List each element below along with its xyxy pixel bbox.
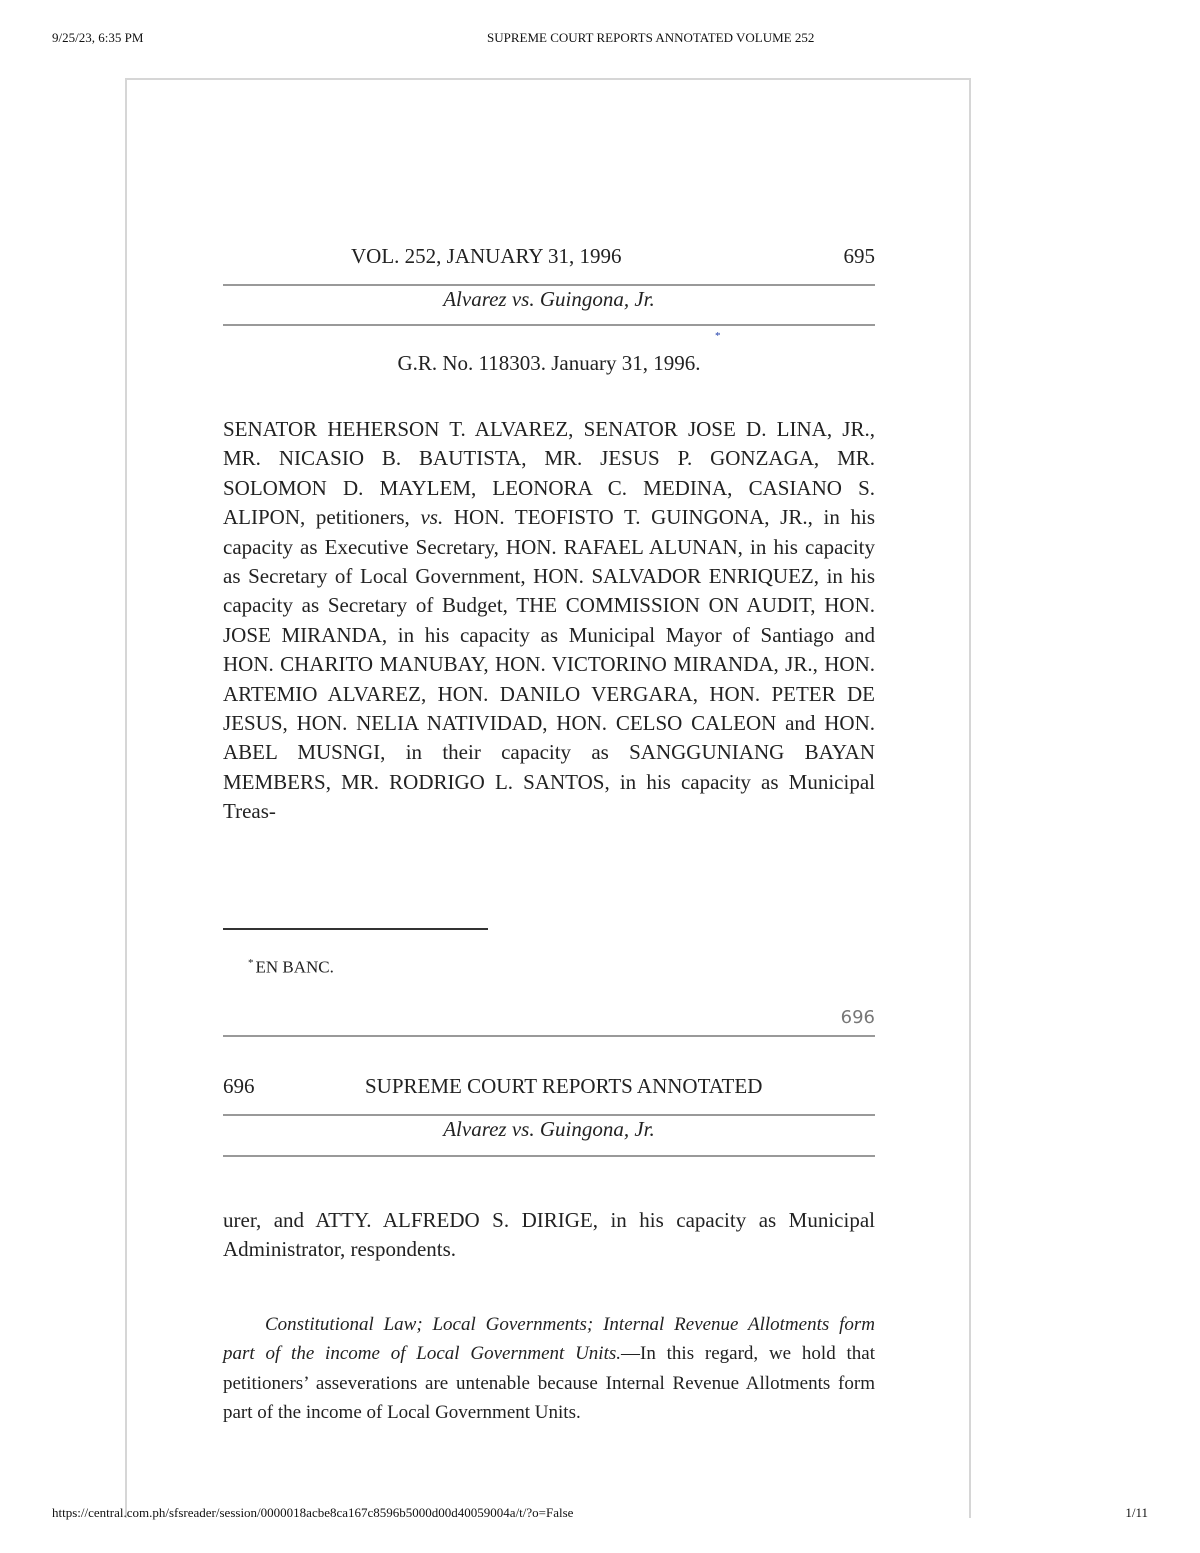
header-rule: [223, 324, 875, 326]
header-rule: [223, 1155, 875, 1157]
page-divider: [223, 1035, 875, 1037]
running-head: [223, 244, 875, 274]
print-header: [52, 30, 1148, 50]
respondents-text: HON. TEOFISTO T. GUINGONA, JR., in his capacity as Executive Secretary, HON. RAFAEL ALUNAN, in his capacity as Secretary of Local Government, HON. SALVADOR ENRIQUEZ, in his capacity as Secretary of Budget, THE COMMISSION ON AUDIT, HON. JOSE MIRANDA, in his capacity as Municipal Mayor of Santiago and HON. CHARITO MANUBAY, HON. VICTORINO MIRANDA, JR., HON. ARTEMIO ALVAREZ, HON. DANILO VERGARA, HON. PETER DE JESUS, HON. NELIA NATIVIDAD, HON. CELSO CALEON and HON. ABEL MUSNGI, in their capacity as SANGGUNIANG BAYAN MEMBERS, MR. RODRIGO L. SANTOS, in his capacity as Municipal Treas-: [223, 505, 875, 824]
respondents-continued: urer, and ATTY. ALFREDO S. DIRIGE, in his capacity as Municipal Administrator, respondents.: [223, 1208, 875, 1262]
syllabus-text: —In this regard, we hold that petitioners’ asseverations are untenable because Internal Revenue Allotments form part of the income of Local Government Units.: [223, 1343, 875, 1424]
page-marker: 696: [840, 1007, 875, 1028]
page-number: 696: [223, 1074, 255, 1098]
footnote-ref-marker[interactable]: *: [715, 330, 721, 342]
print-title: SUPREME COURT REPORTS ANNOTATED VOLUME 252: [487, 30, 815, 45]
case-title: Alvarez vs. Guingona, Jr.: [443, 287, 655, 311]
footnote-divider: [223, 928, 488, 930]
running-head: [223, 1074, 875, 1104]
source-url: https://central.com.ph/sfsreader/session/0000018acbe8ca167c8596b5000d00d40059004a/t/?o=False: [52, 1505, 574, 1520]
running-title: VOL. 252, JANUARY 31, 1996: [351, 244, 622, 268]
case-title: Alvarez vs. Guingona, Jr.: [443, 1117, 655, 1141]
page-count: 1/11: [1125, 1505, 1148, 1520]
print-footer: [52, 1505, 1148, 1525]
header-rule: [223, 284, 875, 286]
syllabus-keywords: Constitutional Law; Local Governments; Internal Revenue Allotments form part of the income of Local Government Units.: [223, 1314, 875, 1365]
petitioners-text: SENATOR HEHERSON T. ALVAREZ, SENATOR JOSE D. LINA, JR., MR. NICASIO B. BAUTISTA, MR. JESUS P. GONZAGA, MR. SOLOMON D. MAYLEM, LEONORA C. MEDINA, CASIANO S. ALIPON, petitioners,: [223, 417, 875, 530]
footnote-symbol: *: [248, 957, 254, 969]
page-number: 695: [843, 244, 875, 268]
print-datetime: 9/25/23, 6:35 PM: [52, 30, 144, 45]
versus-text: vs.: [420, 505, 444, 530]
running-title: SUPREME COURT REPORTS ANNOTATED: [365, 1074, 763, 1098]
footnote: [248, 957, 334, 978]
gr-number: G.R. No. 118303. January 31, 1996.: [397, 351, 701, 375]
parties-paragraph: [223, 415, 875, 827]
syllabus-paragraph: [223, 1310, 875, 1428]
header-rule: [223, 1114, 875, 1116]
footnote-text: EN BANC.: [255, 957, 334, 977]
